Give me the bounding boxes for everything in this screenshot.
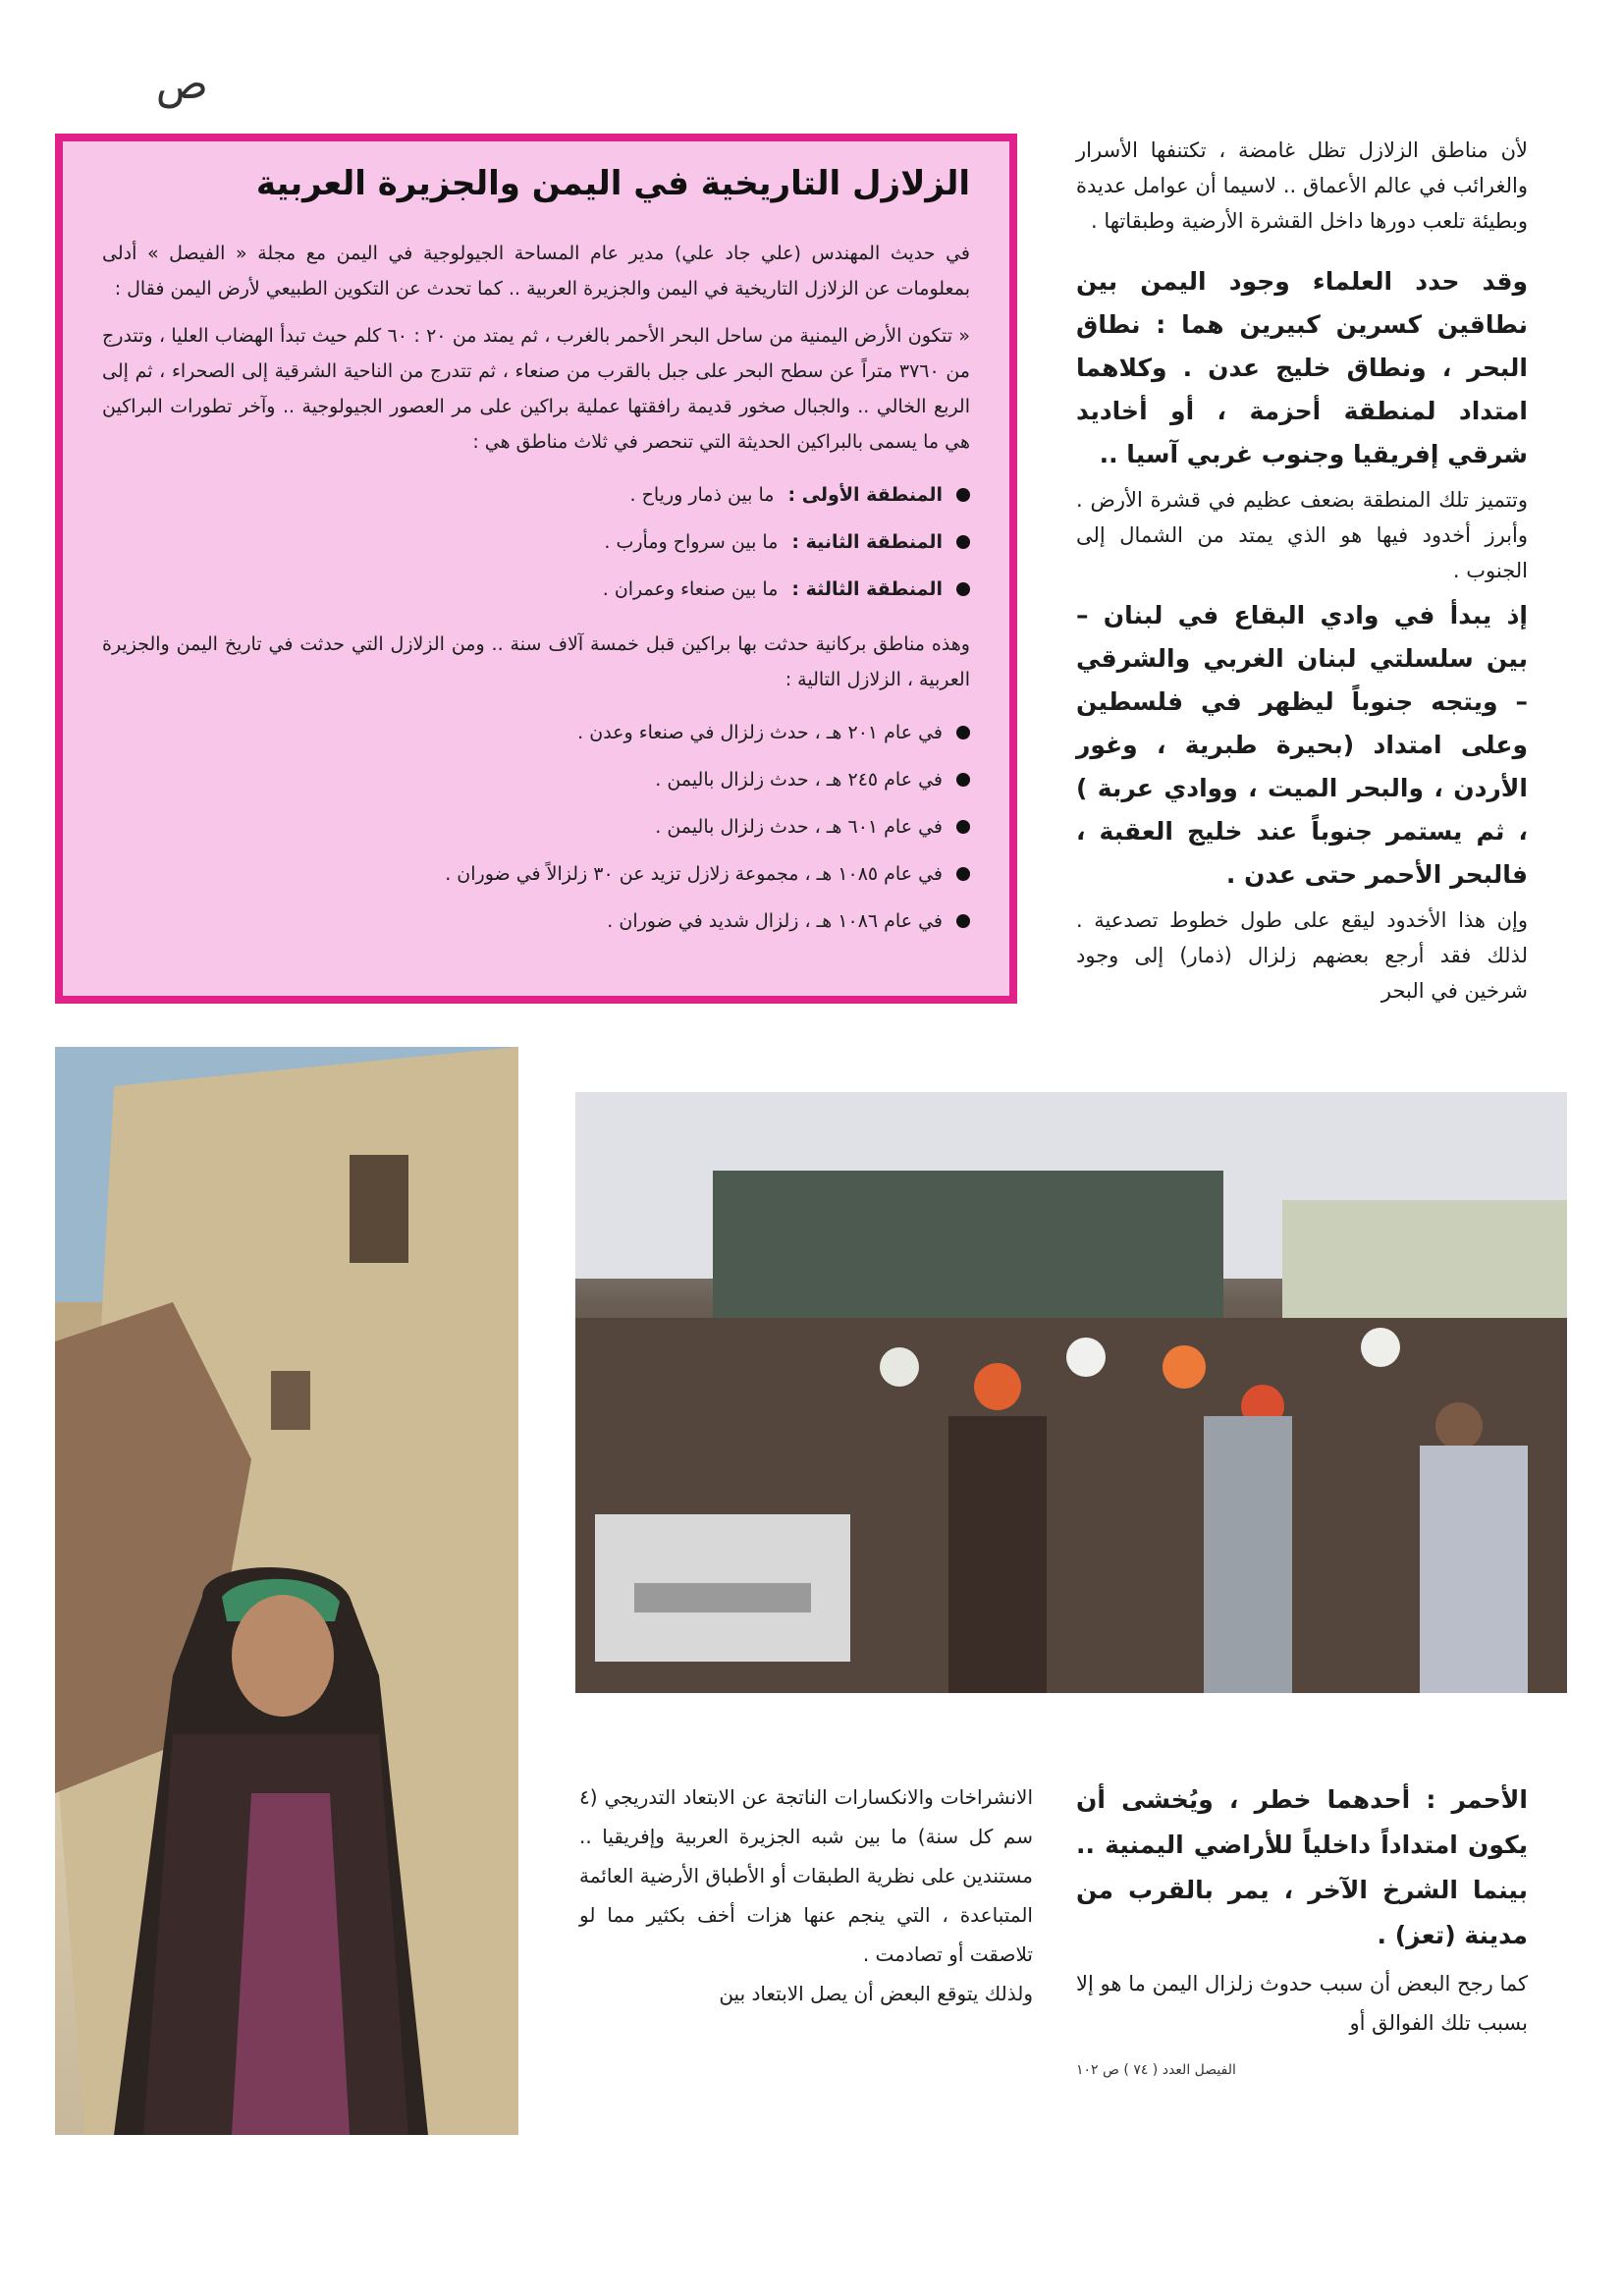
paragraph-bold: إذ يبدأ في وادي البقاع في لبنان – بين سلسلتي لبنان الغربي والشرقي – ويتجه جنوباً ليظهر في فلسطين وعلى امتداد (بحيرة طبرية ، وغور الأردن ، والبحر الميت ، ووادي عربة ) ، ثم يستمر جنوباً عند خليج العقبة ، فالبحر الأحمر حتى عدن .	[1076, 601, 1528, 889]
bullet-icon	[956, 726, 970, 739]
bullet-icon	[956, 867, 970, 881]
right-column-text	[1076, 133, 1528, 1014]
zone-desc: ما بين صنعاء وعمران .	[602, 578, 779, 600]
list-item	[102, 566, 970, 613]
quake-entry: في عام ١٠٨٥ هـ ، مجموعة زلازل تزيد عن ٣٠ زلزالاً في ضوران .	[445, 863, 943, 885]
paragraph: وإن هذا الأخدود ليقع على طول خطوط تصدعية . لذلك فقد أرجع بعضهم زلزال (ذمار) إلى وجود شرخين في البحر	[1076, 908, 1528, 1003]
paragraph-bold: الأحمر : أحدهما خطر ، ويُخشى أن يكون امتداداً داخلياً للأراضي اليمنية .. بينما الشرخ الآخر ، يمر بالقرب من مدينة (تعز) .	[1076, 1785, 1528, 1949]
bullet-icon	[956, 582, 970, 596]
paragraph: الانشراخات والانكسارات الناتجة عن الابتعاد التدريجي (٤ سم كل سنة) ما بين شبه الجزيرة العربية وإفريقيا .. مستندين على نظرية الطبقات أو الأطباق الأرضية العائمة المتباعدة ، التي ينجم عنها هزات أخف بكثير مما لو تلاصقت أو تصادمت .	[579, 1785, 1033, 1966]
photo-crowd-truck	[575, 1092, 1567, 1693]
photo-crowd-truck-illustration	[575, 1092, 1567, 1693]
list-item	[102, 519, 970, 566]
zone-desc: ما بين ذمار ورياح .	[629, 484, 775, 506]
quakes-list	[102, 709, 970, 945]
box-intro: في حديث المهندس (علي جاد علي) مدير عام المساحة الجيولوجية في اليمن مع مجلة « الفيصل » أدلى بمعلومات عن الزلازل التاريخية في اليمن والجزيرة العربية .. كما تحدث عن التكوين الطبيعي لأرض اليمن فقال :	[102, 243, 970, 300]
paragraph: وتتميز تلك المنطقة بضعف عظيم في قشرة الأرض . وأبرز أخدود فيها هو الذي يمتد من الشمال إلى الجنوب .	[1076, 488, 1528, 582]
right-column-bottom-text	[1076, 1777, 1528, 2043]
corner-mark: ص	[155, 59, 208, 109]
box-quote: « تتكون الأرض اليمنية من ساحل البحر الأحمر بالغرب ، ثم يمتد من ٢٠ : ٦٠ كلم حيث تبدأ الهضاب العليا ، وتتدرج من ٣٧٦٠ متراً عن سطح البحر على جبل بالقرب من صنعاء ، ثم تتدرج من الناحية الشرقية إلى الصحراء ، ثم إلى الربع الخالي .. والجبال صخور قديمة رافقتها عملية براكين على مر العصور الجيولوجية .. وآخر تطورات البراكين هي ما يسمى بالبراكين الحديثة التي تنحصر في ثلاث مناطق هي :	[102, 325, 971, 453]
list-item	[102, 850, 970, 898]
zone-name: المنطقة الثانية :	[791, 531, 943, 553]
box-middle: وهذه مناطق بركانية حدثت بها براكين قبل خمسة آلاف سنة .. ومن الزلازل التي حدثت في تاريخ اليمن والجزيرة العربية ، الزلازل التالية :	[102, 633, 970, 690]
quake-entry: في عام ٦٠١ هـ ، حدث زلزال باليمن .	[655, 816, 943, 838]
page-footer: الفيصل العدد ( ٧٤ ) ص ١٠٢	[1076, 2062, 1236, 2078]
bullet-icon	[956, 820, 970, 834]
quake-entry: في عام ١٠٨٦ هـ ، زلزال شديد في ضوران .	[607, 910, 943, 932]
list-item	[102, 803, 970, 850]
bullet-icon	[956, 535, 970, 549]
list-item	[102, 471, 970, 519]
zones-list	[102, 471, 970, 613]
photo-woman-ruins	[55, 1047, 518, 2135]
paragraph: ولذلك يتوقع البعض أن يصل الابتعاد بين	[719, 1982, 1033, 2005]
bullet-icon	[956, 773, 970, 787]
quake-entry: في عام ٢٤٥ هـ ، حدث زلزال باليمن .	[655, 769, 943, 791]
paragraph: كما رجح البعض أن سبب حدوث زلزال اليمن ما هو إلا بسبب تلك الفوالق أو	[1076, 1972, 1528, 2035]
middle-column-text	[579, 1777, 1033, 2013]
zone-desc: ما بين سرواح ومأرب .	[604, 531, 779, 553]
photo-woman-ruins-illustration	[55, 1047, 518, 2135]
list-item	[102, 756, 970, 803]
quake-entry: في عام ٢٠١ هـ ، حدث زلزال في صنعاء وعدن .	[577, 722, 943, 743]
paragraph: لأن مناطق الزلازل تظل غامضة ، تكتنفها الأسرار والغرائب في عالم الأعماق .. لاسيما أن عوامل عديدة وبطيئة تلعب دورها داخل القشرة الأرضية وطبقاتها .	[1076, 138, 1528, 233]
bullet-icon	[956, 488, 970, 502]
bullet-icon	[956, 914, 970, 928]
historical-earthquakes-box	[55, 134, 1017, 1004]
zone-name: المنطقة الأولى :	[787, 484, 943, 506]
paragraph-bold: وقد حدد العلماء وجود اليمن بين نطاقين كسرين كبيرين هما : نطاق البحر ، ونطاق خليج عدن . وكلاهما امتداد لمنطقة أحزمة ، أو أخاديد شرقي إفريقيا وجنوب غربي آسيا ..	[1076, 267, 1528, 468]
list-item	[102, 898, 970, 945]
box-title: الزلازل التاريخية في اليمن والجزيرة العربية	[255, 164, 970, 203]
zone-name: المنطقة الثالثة :	[791, 578, 943, 600]
list-item	[102, 709, 970, 756]
